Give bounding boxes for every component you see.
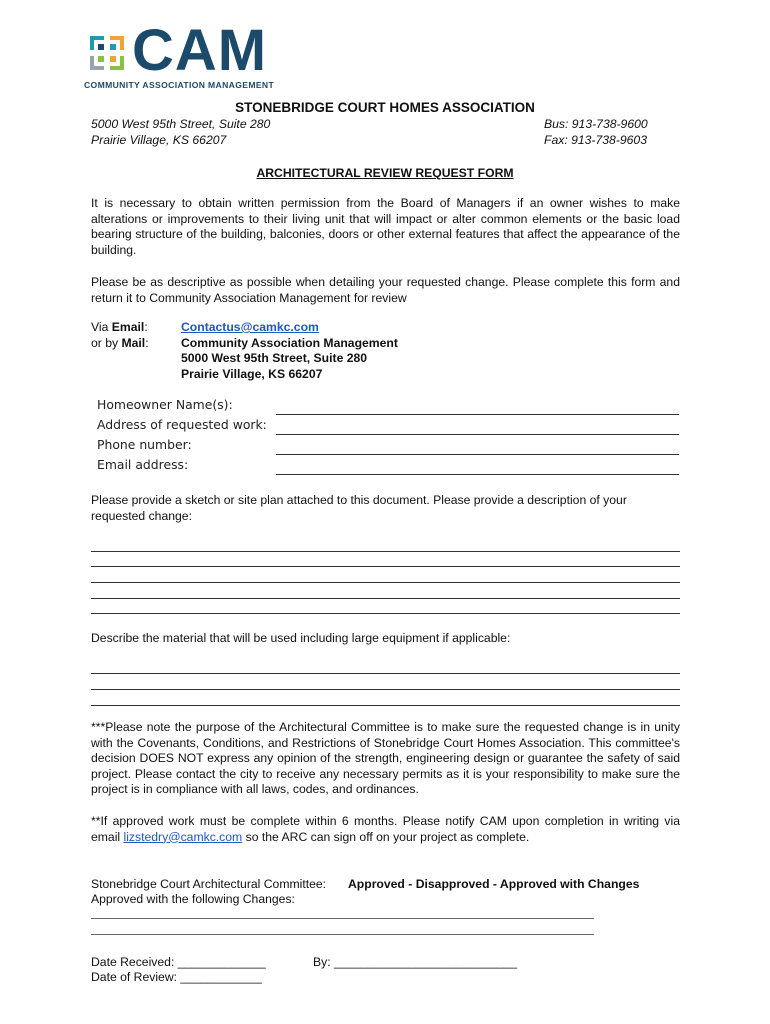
instructions-paragraph: Please be as descriptive as possible when detailing your requested change. Please complete this form and return it to Community Association Management for review [91, 275, 680, 305]
changes-line[interactable] [91, 918, 594, 919]
committee-note: ***Please note the purpose of the Architectural Committee is to make sure the requested change is in unity with the Covenants, Conditions, and Restrictions of Stonebridge Court Homes Association. This committee's decision DOES NOT express any opinion of the strength, engineering design or guarantee the safety of said project. Please contact the city to receive any necessary permits as it is your responsibility to make sure the project is in compliance with all laws, codes, and ordinances. [91, 720, 680, 796]
homeowner-name-line[interactable] [276, 414, 679, 415]
approval-options: Approved - Disapproved - Approved with Changes [348, 877, 640, 891]
description-line[interactable] [91, 598, 680, 599]
committee-label: Stonebridge Court Architectural Committee: [91, 877, 327, 891]
email-address-line[interactable] [276, 474, 679, 475]
intro-paragraph: It is necessary to obtain written permission from the Board of Managers if an owner wishes to make alterations or improvements to their living unit that will impact or alter common elements or the basic load bearing structure of the building, balconies, doors or other external features that affect the appearance of the building. [91, 196, 680, 257]
logo-wordmark: CAM [132, 18, 268, 83]
mail-street: 5000 West 95th Street, Suite 280 [181, 351, 368, 365]
material-line[interactable] [91, 673, 680, 674]
homeowner-name-label: Homeowner Name(s): [97, 397, 233, 412]
address-of-work-line[interactable] [276, 434, 679, 435]
address-line-1: 5000 West 95th Street, Suite 280 [91, 117, 271, 131]
address-of-work-label: Address of requested work: [97, 417, 267, 432]
mail-name: Community Association Management [181, 336, 398, 350]
form-title: ARCHITECTURAL REVIEW REQUEST FORM [256, 166, 514, 180]
logo-tagline: COMMUNITY ASSOCIATION MANAGEMENT [84, 80, 275, 90]
description-line[interactable] [91, 551, 680, 552]
association-address [91, 117, 270, 148]
email-address-label: Email address: [97, 457, 189, 472]
completion-note: **If approved work must be complete within 6 months. Please notify CAM upon completion in writing via email lizstedry@camkc.com so the ARC can sign off on your project as complete. [91, 814, 680, 844]
bus-phone: Bus: 913-738-9600 [544, 117, 648, 131]
description-line[interactable] [91, 582, 680, 583]
date-received: Date Received: _____________ [91, 955, 266, 969]
sketch-prompt: Please provide a sketch or site plan attached to this document. Please provide a description of your requested change: [91, 493, 627, 523]
mail-city: Prairie Village, KS 66207 [181, 367, 323, 381]
reviewed-by: By: ___________________________ [313, 955, 518, 969]
contact-email-link[interactable]: Contactus@camkc.com [181, 320, 319, 334]
via-email-label: Via Email: [91, 320, 148, 334]
arc-email-link[interactable]: lizstedry@camkc.com [123, 829, 243, 844]
date-of-review: Date of Review: ____________ [91, 970, 262, 984]
cam-logo-mark-icon [84, 30, 130, 76]
phone-number-line[interactable] [276, 454, 679, 455]
cam-logo [84, 18, 275, 94]
description-line[interactable] [91, 566, 680, 567]
material-prompt: Describe the material that will be used including large equipment if applicable: [91, 631, 511, 645]
description-line[interactable] [91, 613, 680, 614]
phone-number-label: Phone number: [97, 437, 192, 452]
changes-line[interactable] [91, 934, 594, 935]
material-line[interactable] [91, 705, 680, 706]
association-title: STONEBRIDGE COURT HOMES ASSOCIATION [235, 100, 535, 115]
material-line[interactable] [91, 689, 680, 690]
or-by-mail-label: or by Mail: [91, 336, 149, 350]
association-phones [544, 117, 648, 148]
approved-changes-label: Approved with the following Changes: [91, 892, 295, 906]
fax-phone: Fax: 913-738-9603 [544, 132, 647, 147]
address-line-2: Prairie Village, KS 66207 [91, 132, 227, 147]
